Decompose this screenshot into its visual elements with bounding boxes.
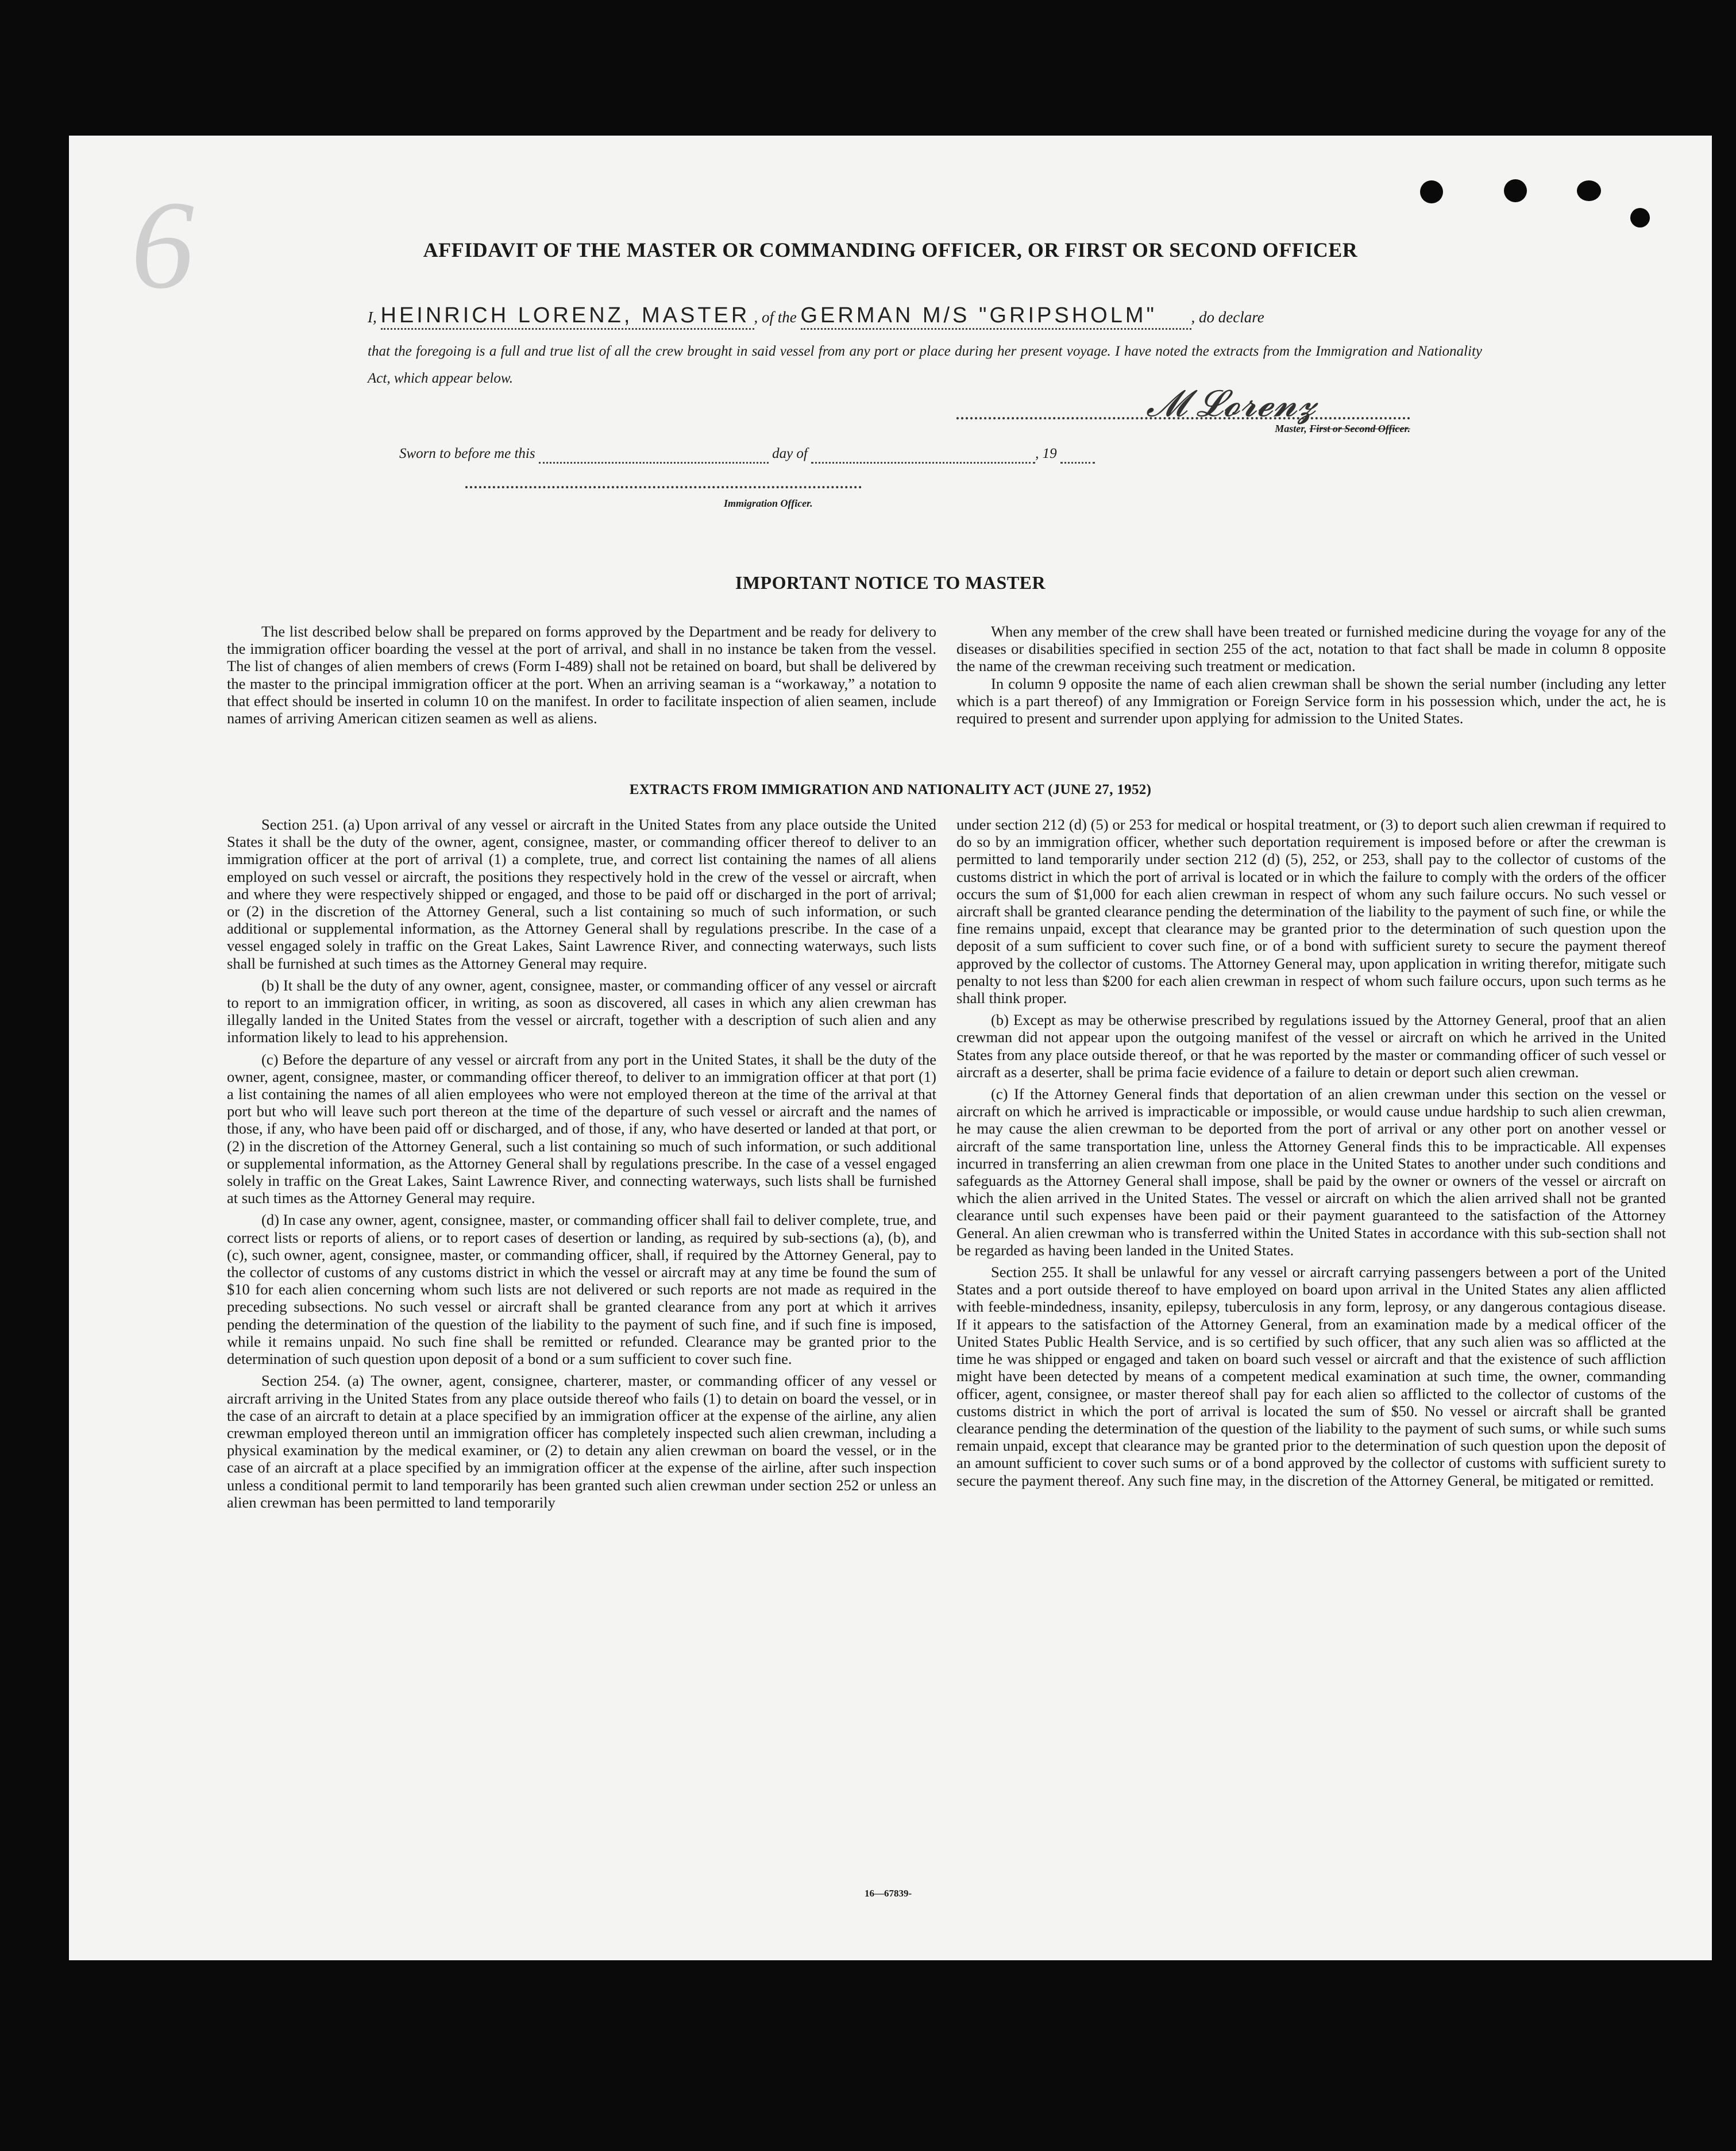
i-prefix: I, — [368, 309, 377, 326]
document-page — [69, 136, 1712, 1960]
signature-caption — [1275, 423, 1410, 435]
year-label: , 19 — [1035, 446, 1057, 461]
punch-blob — [1577, 180, 1601, 201]
declaration-text: that the foregoing is a full and true list of all the crew brought in said vessel from any port or place during her present voyage. I have noted the extracts from the Immigration and Nationality Act, which appear below. — [368, 344, 1482, 386]
sworn-line — [399, 446, 1095, 464]
declaration-line — [368, 303, 1482, 330]
signature-caption-master: Master, — [1275, 423, 1307, 434]
punch-blob — [1630, 208, 1650, 228]
extracts-left-column — [227, 816, 936, 1516]
vessel-name-field: GERMAN M/S "GRIPSHOLM" — [801, 303, 1191, 330]
notice-paragraph: When any member of the crew shall have been treated or furnished medicine during the voyage for any of the diseases or disabilities specified in section 255 of the act, notation to that fact shall be made in column 8 opposite the name of the crewman receiving such treatment or medication. — [956, 623, 1666, 675]
of-the-label: , of the — [754, 309, 797, 326]
notice-paragraph: The list described below shall be prepared on forms approved by the Department and be ready for delivery to the immigration officer boarding the vessel at the port of arrival, and shall in no instance be taken from the vessel. The list of changes of alien members of crews (Form I-489) shall not be retained on board, but shall be delivered by the master to the principal immigration officer at the port. When an arriving seaman is a “workaway,” a notation to that effect should be inserted in column 10 on the manifest. In order to facilitate inspection of alien seamen, include names of arriving American citizen seamen as well as aliens. — [227, 623, 936, 727]
signature-line — [956, 417, 1410, 419]
bleed-through-mark: 6 — [131, 175, 194, 315]
signature-caption-struck: First or Second Officer. — [1309, 423, 1410, 434]
extract-paragraph: under section 212 (d) (5) or 253 for medical or hospital treatment, or (3) to deport such alien crewman if required to do so by an immigration officer, whether such deportation requirement is imposed before or after the crewman is permitted to land temporarily under section 212 (d) (5), 252, or 253, shall pay to the collector of customs of the customs district in which the port of arrival is located or in which the failure to comply with the orders of the officer occurs the sum of $1,000 for each alien crewman in respect of whom any such failure occurs. No such vessel or aircraft shall be granted clearance pending the determination of the liability to the payment of such fine, or while the fine remains unpaid, except that clearance may be granted prior to the determination of such question upon the deposit of a sum sufficient to cover such fine, or of a bond with sufficient surety to secure the payment thereof approved by the collector of customs. The Attorney General may, upon application in writing therefor, mitigate such penalty to not less than $200 for each alien crewman in respect of whom such failure occurs, upon such terms as he shall think proper. — [956, 816, 1666, 1007]
immigration-officer-caption: Immigration Officer. — [724, 498, 813, 509]
do-declare-label: , do declare — [1191, 309, 1264, 326]
notice-paragraph: In column 9 opposite the name of each alien crewman shall be shown the serial number (including any letter which is a part thereof) of any Immigration or Foreign Service form in his possession which, under the act, he is required to present and surrender upon applying for admission to the United States. — [956, 674, 1666, 727]
extract-paragraph: (d) In case any owner, agent, consignee, master, or commanding officer shall fail to deliver complete, true, and correct lists or reports of aliens, or to report cases of desertion or landing, as required by sub-sections (a), (b), and (c), such owner, agent, consignee, master, or commanding officer, shall, if required by the Attorney General, pay to the collector of customs of any customs district in which the vessel or aircraft may at any time be found the sum of $10 for each alien concerning whom such lists are not delivered or such reports are not made as required in the preceding subsections. No such vessel or aircraft shall be granted clearance from any port at which it arrives pending the determination of the question of the liability to the payment of such fine, and if such fine is imposed, while it remains unpaid. No such fine shall be remitted or refunded. Clearance may be granted prior to the determination of such question upon deposit of a bond or a sum sufficient to cover such fine. — [227, 1211, 936, 1368]
bleed-through-text — [322, 209, 345, 235]
sworn-month-field — [811, 446, 1035, 464]
extracts-title: EXTRACTS FROM IMMIGRATION AND NATIONALITY ACT (JUNE 27, 1952) — [629, 782, 1152, 797]
sworn-label: Sworn to before me this — [399, 446, 535, 461]
extracts-right-column — [956, 816, 1666, 1494]
master-signature-block — [956, 383, 1410, 440]
sworn-day-field — [539, 446, 769, 464]
extract-paragraph: Section 254. (a) The owner, agent, consignee, charterer, master, or commanding officer of any vessel or aircraft arriving in the United States from any place outside thereof who fails (1) to detain on board the vessel, or in the case of an aircraft to detain at a place specified by an immigration officer at the expense of the airline, any alien crewman employed thereon until an immigration officer has completely inspected such alien crewman, including a physical examination by the medical examiner, or (2) to detain any alien crewman on board the vessel, or in the case of an aircraft at a place specified by an immigration officer at the expense of the airline, after such inspection unless a conditional permit to land temporarily has been granted such alien crewman under section 252 or unless an alien crewman has been permitted to land temporarily — [227, 1372, 936, 1511]
extract-paragraph: Section 255. It shall be unlawful for any vessel or aircraft carrying passengers between a port of the United States and a port outside thereof to have employed on board upon arrival in the United States any alien afflicted with feeble-mindedness, insanity, epilepsy, tuberculosis in any form, leprosy, or any dangerous contagious disease. If it appears to the satisfaction of the Attorney General, from an examination made by a medical officer of the United States Public Health Service, and is so certified by such officer, that any such alien was so afflicted at the time he was shipped or engaged and taken on board such vessel or aircraft and that the existence of such affliction might have been detected by means of a competent medical examination at such time, the owner, commanding officer, agent, consignee, or master thereof shall pay for each alien so afflicted to the collector of customs of the customs district in which the port of arrival is located the sum of $50. No vessel or aircraft shall be granted clearance pending the determination of the question of the liability to the payment of such sums, or while such sums remain unpaid, except that clearance may be granted prior to the determination of such question upon the deposit of an amount sufficient to cover such sums or of a bond approved by the collector of customs with sufficient surety to secure the payment thereof. Any such fine may, in the discretion of the Attorney General, be mitigated or remitted. — [956, 1263, 1666, 1489]
immigration-officer-line — [465, 486, 862, 488]
master-signature: 𝓜 𝓛𝓸𝓻𝓮𝓷𝔃 — [1146, 383, 1316, 424]
notice-right-column — [956, 623, 1666, 727]
extract-paragraph: (b) Except as may be otherwise prescribed by regulations issued by the Attorney General, proof that an alien crewman did not appear upon the outgoing manifest of the vessel or aircraft on which he arrived in the United States from any place outside thereof, or that he was reported by the master or commanding officer of such vessel or aircraft as a deserter, shall be prima facie evidence of a failure to detain or deport such alien crewman. — [956, 1011, 1666, 1081]
notice-title: IMPORTANT NOTICE TO MASTER — [735, 572, 1046, 593]
extract-paragraph: (c) If the Attorney General finds that deportation of an alien crewman under this section on the vessel or aircraft on which he arrived is impracticable or impossible, or would cause undue hardship to such alien crewman, he may cause the alien crewman to be deported from the port of arrival or any other port on another vessel or aircraft of the same transportation line, unless the Attorney General finds this to be impracticable. All expenses incurred in transferring an alien crewman from one place in the United States to another under such conditions and safeguards as the Attorney General shall impose, shall be paid by the owner or owners of the vessel or aircraft on which the alien arrived in the United States. The vessel or aircraft on which the alien arrived shall not be granted clearance until such expenses have been paid or their payment guaranteed to the satisfaction of the Attorney General. An alien crewman who is transferred within the United States in accordance with this sub-section shall not be regarded as having been landed in the United States. — [956, 1085, 1666, 1259]
master-name-field: HEINRICH LORENZ, MASTER — [381, 303, 754, 330]
affidavit-title: AFFIDAVIT OF THE MASTER OR COMMANDING OFFICER, OR FIRST OR SECOND OFFICER — [423, 238, 1358, 261]
form-number: 16—67839- — [865, 1888, 912, 1899]
punch-blob — [1504, 179, 1527, 202]
sworn-year-field — [1060, 446, 1095, 464]
punch-blob — [1420, 180, 1443, 203]
notice-left-column — [227, 623, 936, 727]
extract-paragraph: (b) It shall be the duty of any owner, agent, consignee, master, or commanding officer of any vessel or aircraft to report to an immigration officer, in writing, as soon as discovered, all cases in which any alien crewman has illegally landed in the United States from the vessel or aircraft, together with a description of such alien and any information likely to lead to his apprehension. — [227, 976, 936, 1046]
day-of-label: day of — [772, 446, 808, 461]
extract-paragraph: Section 251. (a) Upon arrival of any vessel or aircraft in the United States from any place outside the United States it shall be the duty of the owner, agent, consignee, master, or commanding officer thereof to deliver to an immigration officer at the port of arrival (1) a complete, true, and correct list containing the names of all aliens employed on such vessel or aircraft, the positions they respectively hold in the crew of the vessel or aircraft, when and where they were respectively shipped or engaged, and those to be paid off or discharged in the port of arrival; or (2) in the discretion of the Attorney General, such a list containing so much of such information, or such additional or supplemental information, as the Attorney General shall by regulations prescribe. In the case of a vessel engaged solely in traffic on the Great Lakes, Saint Lawrence River, and connecting waterways, such lists shall be furnished at such times as the Attorney General may require. — [227, 816, 936, 972]
extract-paragraph: (c) Before the departure of any vessel or aircraft from any port in the United States, it shall be the duty of the owner, agent, consignee, master, or commanding officer thereof, to deliver to an immigration officer at that port (1) a list containing the names of all alien employees who were not employed thereon at the time of the arrival at that port but who will leave such port thereon at the time of the departure of such vessel or aircraft and the names of those, if any, who have been paid off or discharged, and of those, if any, who have deserted or landed at that port, or (2) in the discretion of the Attorney General, such a list containing so much of such information, or such additional or supplemental information, as the Attorney General shall by regulations prescribe. In the case of a vessel engaged solely in traffic on the Great Lakes, Saint Lawrence River, and connecting waterways, such lists shall be furnished at such times as the Attorney General may require. — [227, 1050, 936, 1207]
